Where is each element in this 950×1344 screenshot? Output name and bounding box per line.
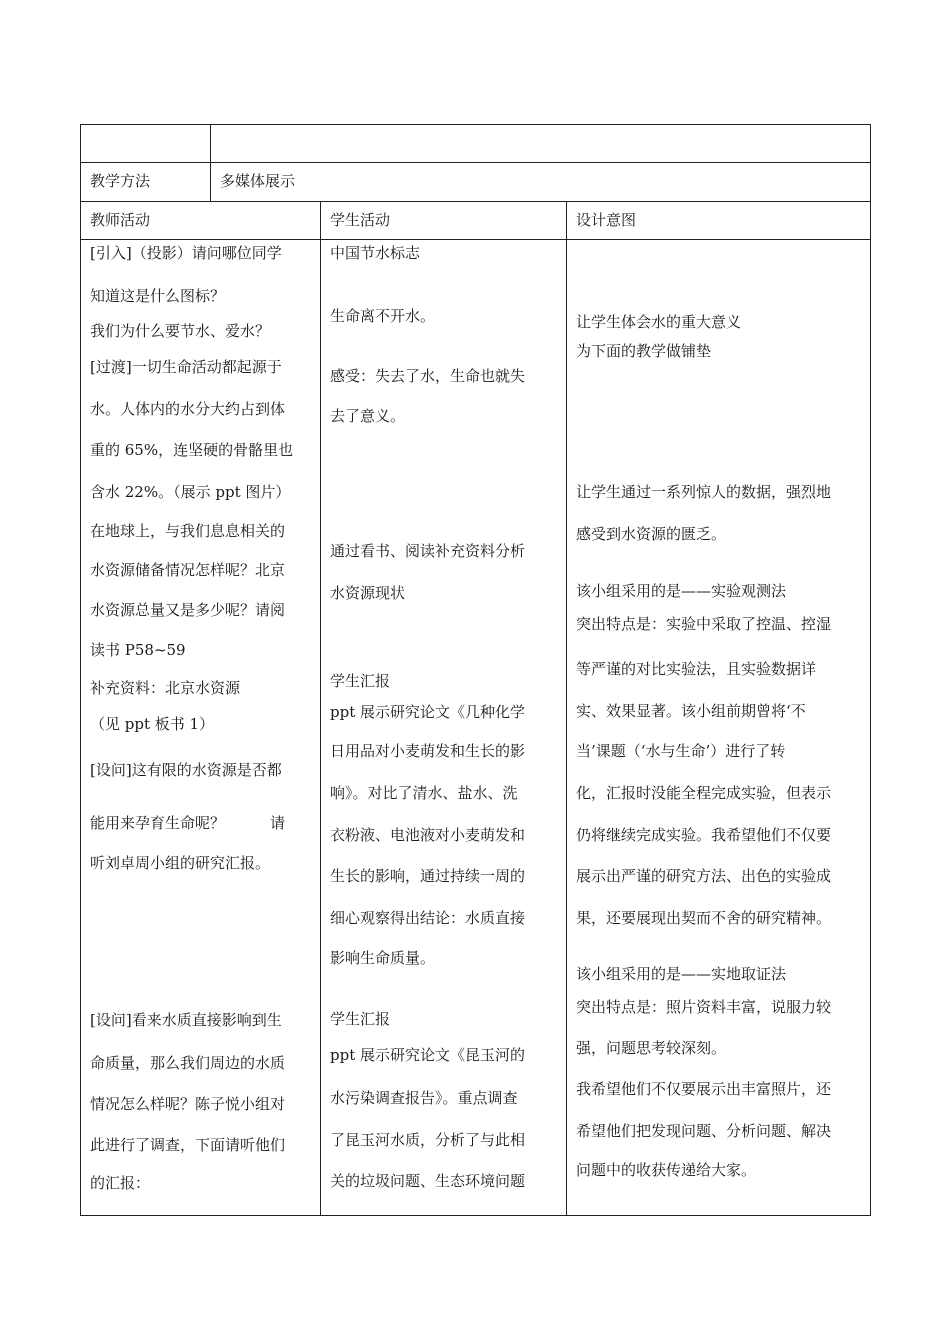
column-header-student: 学生活动 bbox=[330, 211, 391, 229]
method-value-cell bbox=[211, 163, 871, 202]
text-line: ppt 展示研究论文《几种化学 bbox=[330, 703, 526, 721]
header-student-cell bbox=[321, 202, 567, 240]
text-line: 水资源储备情况怎样呢？北京 bbox=[90, 561, 286, 579]
text-line: 听刘卓周小组的研究汇报。 bbox=[90, 854, 271, 872]
text-line: 展示出严谨的研究方法、出色的实验成 bbox=[576, 867, 832, 885]
method-value: 多媒体展示 bbox=[220, 172, 296, 190]
teacher-activity-text bbox=[81, 240, 320, 1215]
column-header-design: 设计意图 bbox=[576, 211, 637, 229]
text-line: 强，问题思考较深刻。 bbox=[576, 1039, 727, 1057]
text-line: 水污染调查报告》。重点调查 bbox=[330, 1089, 518, 1107]
design-intent-cell bbox=[567, 240, 871, 1216]
top-right-cell bbox=[211, 125, 871, 163]
text-line: [引入]（投影）请问哪位同学 bbox=[90, 244, 282, 262]
table-row-body bbox=[81, 240, 871, 1216]
text-line: 让学生通过一系列惊人的数据，强烈地 bbox=[576, 483, 832, 501]
text-line: 此进行了调查，下面请听他们 bbox=[90, 1136, 286, 1154]
text-line: （见 ppt 板书 1） bbox=[90, 715, 215, 733]
text-line: 水资源现状 bbox=[330, 584, 406, 602]
header-teacher-cell bbox=[81, 202, 321, 240]
text-line: 了昆玉河水质，分析了与此相 bbox=[330, 1131, 526, 1149]
student-activity-text bbox=[321, 240, 566, 1215]
text-line: 衣粉液、电池液对小麦萌发和 bbox=[330, 826, 526, 844]
teacher-activity-cell bbox=[81, 240, 321, 1216]
header-design-cell bbox=[567, 202, 871, 240]
text-line: 影响生命质量。 bbox=[330, 949, 436, 967]
text-line: 水资源总量又是多少呢？请阅 bbox=[90, 601, 286, 619]
text-line: 在地球上，与我们息息相关的 bbox=[90, 522, 286, 540]
table-row-method bbox=[81, 163, 871, 202]
text-line: 我希望他们不仅要展示出丰富照片，还 bbox=[576, 1080, 832, 1098]
text-line: 水。人体内的水分大约占到体 bbox=[90, 400, 286, 418]
text-line: 让学生体会水的重大意义 bbox=[576, 313, 742, 331]
text-line: 感受到水资源的匮乏。 bbox=[576, 525, 727, 543]
text-line: [设问]这有限的水资源是否都 bbox=[90, 761, 282, 779]
text-line: 读书 P58~59 bbox=[90, 641, 186, 659]
text-line: 重的 65%，连坚硬的骨骼里也 bbox=[90, 441, 294, 459]
text-line: 等严谨的对比实验法，且实验数据详 bbox=[576, 660, 817, 678]
text-line: 学生汇报 bbox=[330, 672, 391, 690]
text-line: 突出特点是：实验中采取了控温、控湿 bbox=[576, 615, 832, 633]
text-line: 能用来孕育生命呢？ 请 bbox=[90, 814, 286, 832]
text-line: 当’课题（‘水与生命’）进行了转 bbox=[576, 742, 786, 760]
text-line: 化，汇报时没能全程完成实验，但表示 bbox=[576, 784, 832, 802]
text-line: 响》。对比了清水、盐水、洗 bbox=[330, 784, 518, 802]
text-line: 果，还要展现出契而不舍的研究精神。 bbox=[576, 909, 832, 927]
text-line: 该小组采用的是——实地取证法 bbox=[576, 965, 787, 983]
method-label-cell bbox=[81, 163, 211, 202]
text-line: 含水 22%。（展示 ppt 图片） bbox=[90, 483, 291, 501]
text-line: 命质量，那么我们周边的水质 bbox=[90, 1054, 286, 1072]
text-line: 问题中的收获传递给大家。 bbox=[576, 1161, 757, 1179]
top-left-cell bbox=[81, 125, 211, 163]
text-line: 知道这是什么图标？ bbox=[90, 287, 226, 305]
table-row-top bbox=[81, 125, 871, 163]
text-line: 感受：失去了水，生命也就失 bbox=[330, 367, 526, 385]
text-line: 突出特点是：照片资料丰富，说服力较 bbox=[576, 998, 832, 1016]
text-line: 的汇报： bbox=[90, 1174, 151, 1192]
text-line: 该小组采用的是——实验观测法 bbox=[576, 582, 787, 600]
text-line: 中国节水标志 bbox=[330, 244, 421, 262]
design-intent-text bbox=[567, 240, 870, 1215]
text-line: 我们为什么要节水、爱水？ bbox=[90, 322, 271, 340]
text-line: 情况怎么样呢？陈子悦小组对 bbox=[90, 1095, 286, 1113]
text-line: 关的垃圾问题、生态环境问题 bbox=[330, 1172, 526, 1190]
text-line: 仍将继续完成实验。我希望他们不仅要 bbox=[576, 826, 832, 844]
text-line: 去了意义。 bbox=[330, 407, 406, 425]
method-label: 教学方法 bbox=[90, 172, 151, 190]
lesson-plan-table-wrapper bbox=[80, 124, 870, 1216]
table-row-headers bbox=[81, 202, 871, 240]
text-line: [设问]看来水质直接影响到生 bbox=[90, 1011, 282, 1029]
text-line: ppt 展示研究论文《昆玉河的 bbox=[330, 1046, 526, 1064]
student-activity-cell bbox=[321, 240, 567, 1216]
text-line: 生命离不开水。 bbox=[330, 307, 436, 325]
text-line: 细心观察得出结论：水质直接 bbox=[330, 909, 526, 927]
text-line: 学生汇报 bbox=[330, 1010, 391, 1028]
text-line: 为下面的教学做铺垫 bbox=[576, 342, 712, 360]
text-line: 实、效果显著。该小组前期曾将‘不 bbox=[576, 702, 806, 720]
text-line: 日用品对小麦萌发和生长的影 bbox=[330, 742, 526, 760]
text-line: 补充资料：北京水资源 bbox=[90, 679, 241, 697]
text-line: 希望他们把发现问题、分析问题、解决 bbox=[576, 1122, 832, 1140]
text-line: [过渡]一切生命活动都起源于 bbox=[90, 358, 282, 376]
column-header-teacher: 教师活动 bbox=[90, 211, 151, 229]
text-line: 生长的影响，通过持续一周的 bbox=[330, 867, 526, 885]
lesson-plan-table bbox=[80, 124, 871, 1216]
text-line: 通过看书、阅读补充资料分析 bbox=[330, 542, 526, 560]
